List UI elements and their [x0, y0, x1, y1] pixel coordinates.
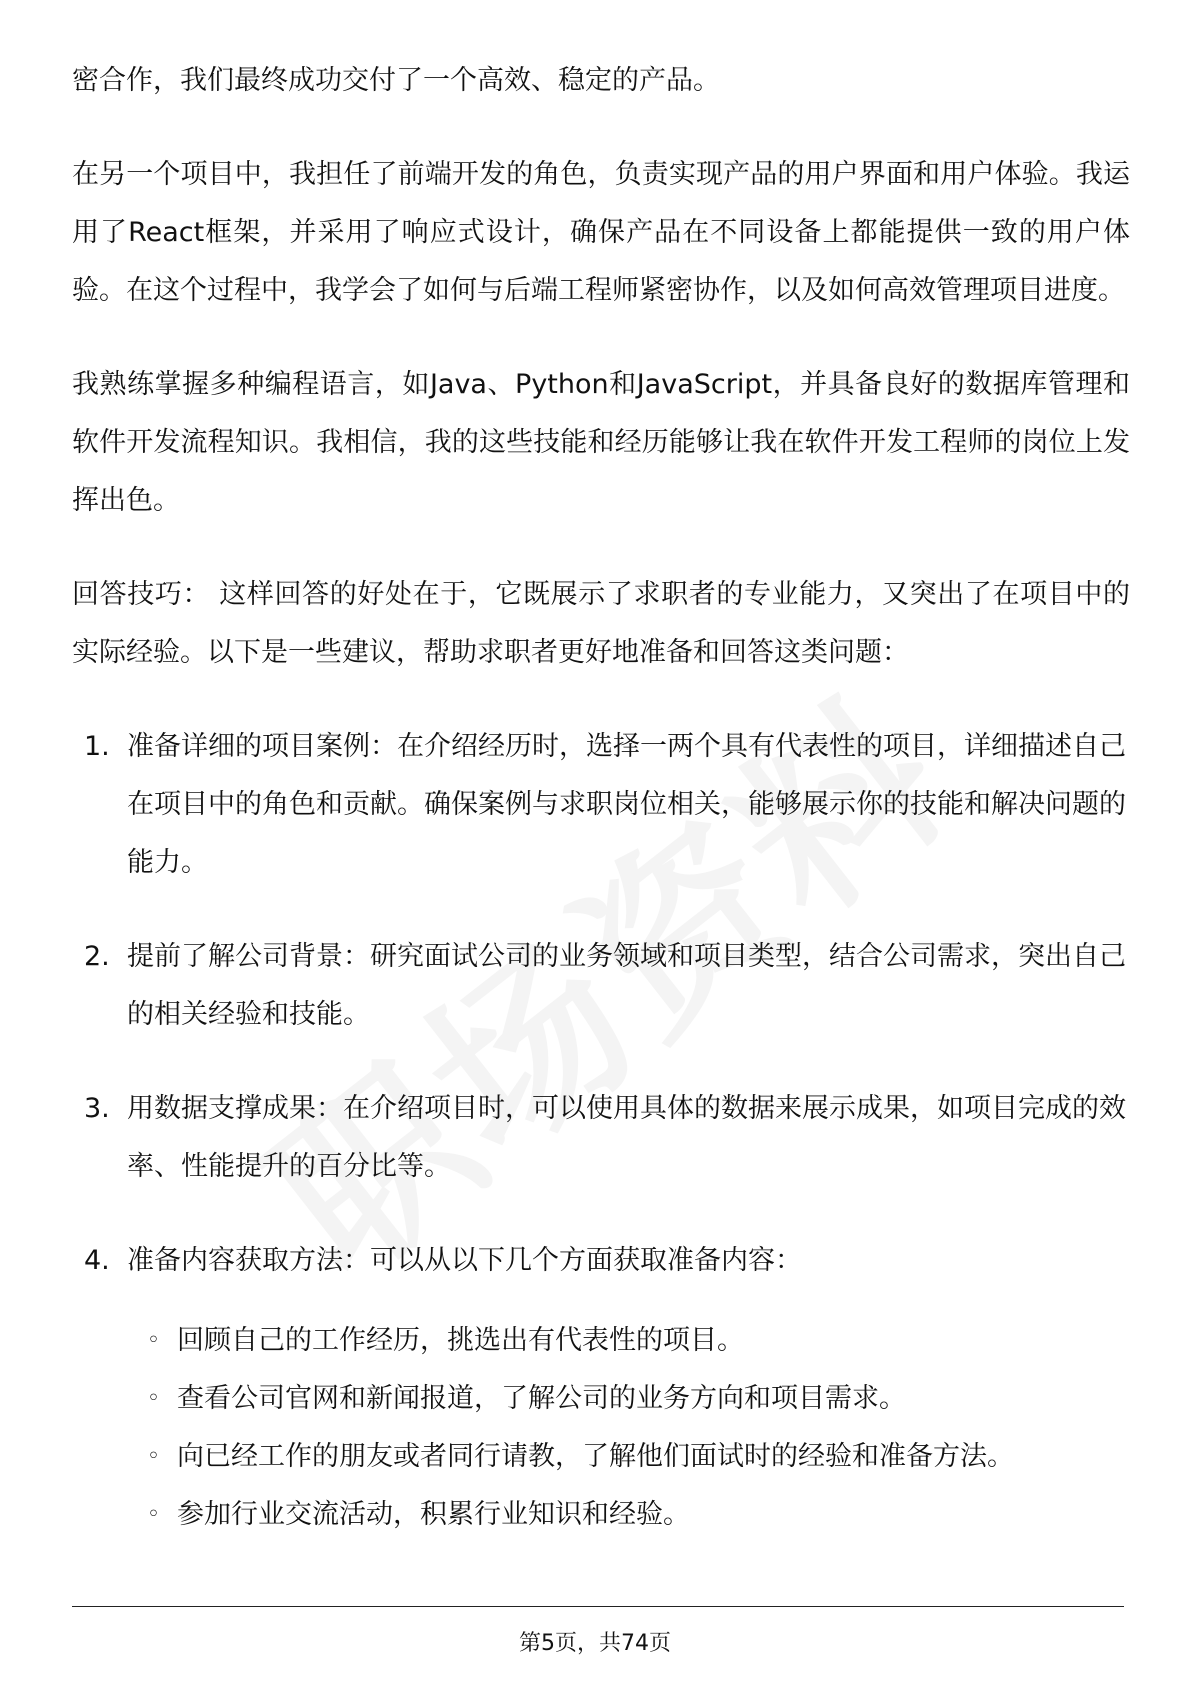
list-item-text: 准备详细的项目案例：在介绍经历时，选择一两个具有代表性的项目，详细描述自己在项目中的角色和贡献。确保案例与求职岗位相关，能够展示你的技能和解决问题的能力。	[127, 731, 1126, 878]
sub-list-item-text: 回顾自己的工作经历，挑选出有代表性的项目。	[177, 1325, 744, 1356]
sub-list-item-text: 向已经工作的朋友或者同行请教，了解他们面试时的经验和准备方法。	[177, 1441, 1014, 1472]
list-item-text: 准备内容获取方法：可以从以下几个方面获取准备内容：	[127, 1245, 802, 1276]
sub-list-item	[127, 1370, 1130, 1428]
list-number: 3.	[84, 1093, 110, 1124]
sub-list-item	[127, 1428, 1130, 1486]
list-item-text: 用数据支撑成果：在介绍项目时，可以使用具体的数据来展示成果，如项目完成的效率、性能提升的百分比等。	[127, 1093, 1126, 1182]
sub-list-item-text: 参加行业交流活动，积累行业知识和经验。	[177, 1499, 690, 1530]
bullet-icon: ◦	[147, 1328, 160, 1353]
document-body	[72, 52, 1130, 1580]
bullet-icon: ◦	[147, 1444, 160, 1469]
list-item	[72, 928, 1130, 1044]
bullet-icon: ◦	[147, 1502, 160, 1527]
bullet-icon: ◦	[147, 1386, 160, 1411]
sub-list	[127, 1312, 1130, 1544]
paragraph: 在另一个项目中，我担任了前端开发的角色，负责实现产品的用户界面和用户体验。我运用了React框架，并采用了响应式设计，确保产品在不同设备上都能提供一致的用户体验。在这个过程中，我学会了如何与后端工程师紧密协作，以及如何高效管理项目进度。	[72, 159, 1130, 306]
paragraph: 密合作，我们最终成功交付了一个高效、稳定的产品。	[72, 65, 720, 96]
list-number: 4.	[84, 1245, 110, 1276]
list-item	[72, 1080, 1130, 1196]
sub-list-item	[127, 1486, 1130, 1544]
list-item	[72, 718, 1130, 892]
list-item-text: 提前了解公司背景：研究面试公司的业务领域和项目类型，结合公司需求，突出自己的相关经验和技能。	[127, 941, 1126, 1030]
sub-list-item	[127, 1312, 1130, 1370]
sub-list-item-text: 查看公司官网和新闻报道，了解公司的业务方向和项目需求。	[177, 1383, 906, 1414]
paragraph: 我熟练掌握多种编程语言，如Java、Python和JavaScript，并具备良好的数据库管理和软件开发流程知识。我相信，我的这些技能和经历能够让我在软件开发工程师的岗位上发挥出色。	[72, 369, 1130, 516]
answer-tips-intro: 回答技巧： 这样回答的好处在于，它既展示了求职者的专业能力，又突出了在项目中的实际经验。以下是一些建议，帮助求职者更好地准备和回答这类问题：	[72, 579, 1130, 668]
footer-divider	[72, 1606, 1124, 1607]
list-item	[72, 1232, 1130, 1544]
page-number: 第5页，共74页	[519, 1631, 671, 1656]
list-number: 2.	[84, 941, 110, 972]
list-number: 1.	[84, 731, 110, 762]
tips-list	[72, 718, 1130, 1544]
